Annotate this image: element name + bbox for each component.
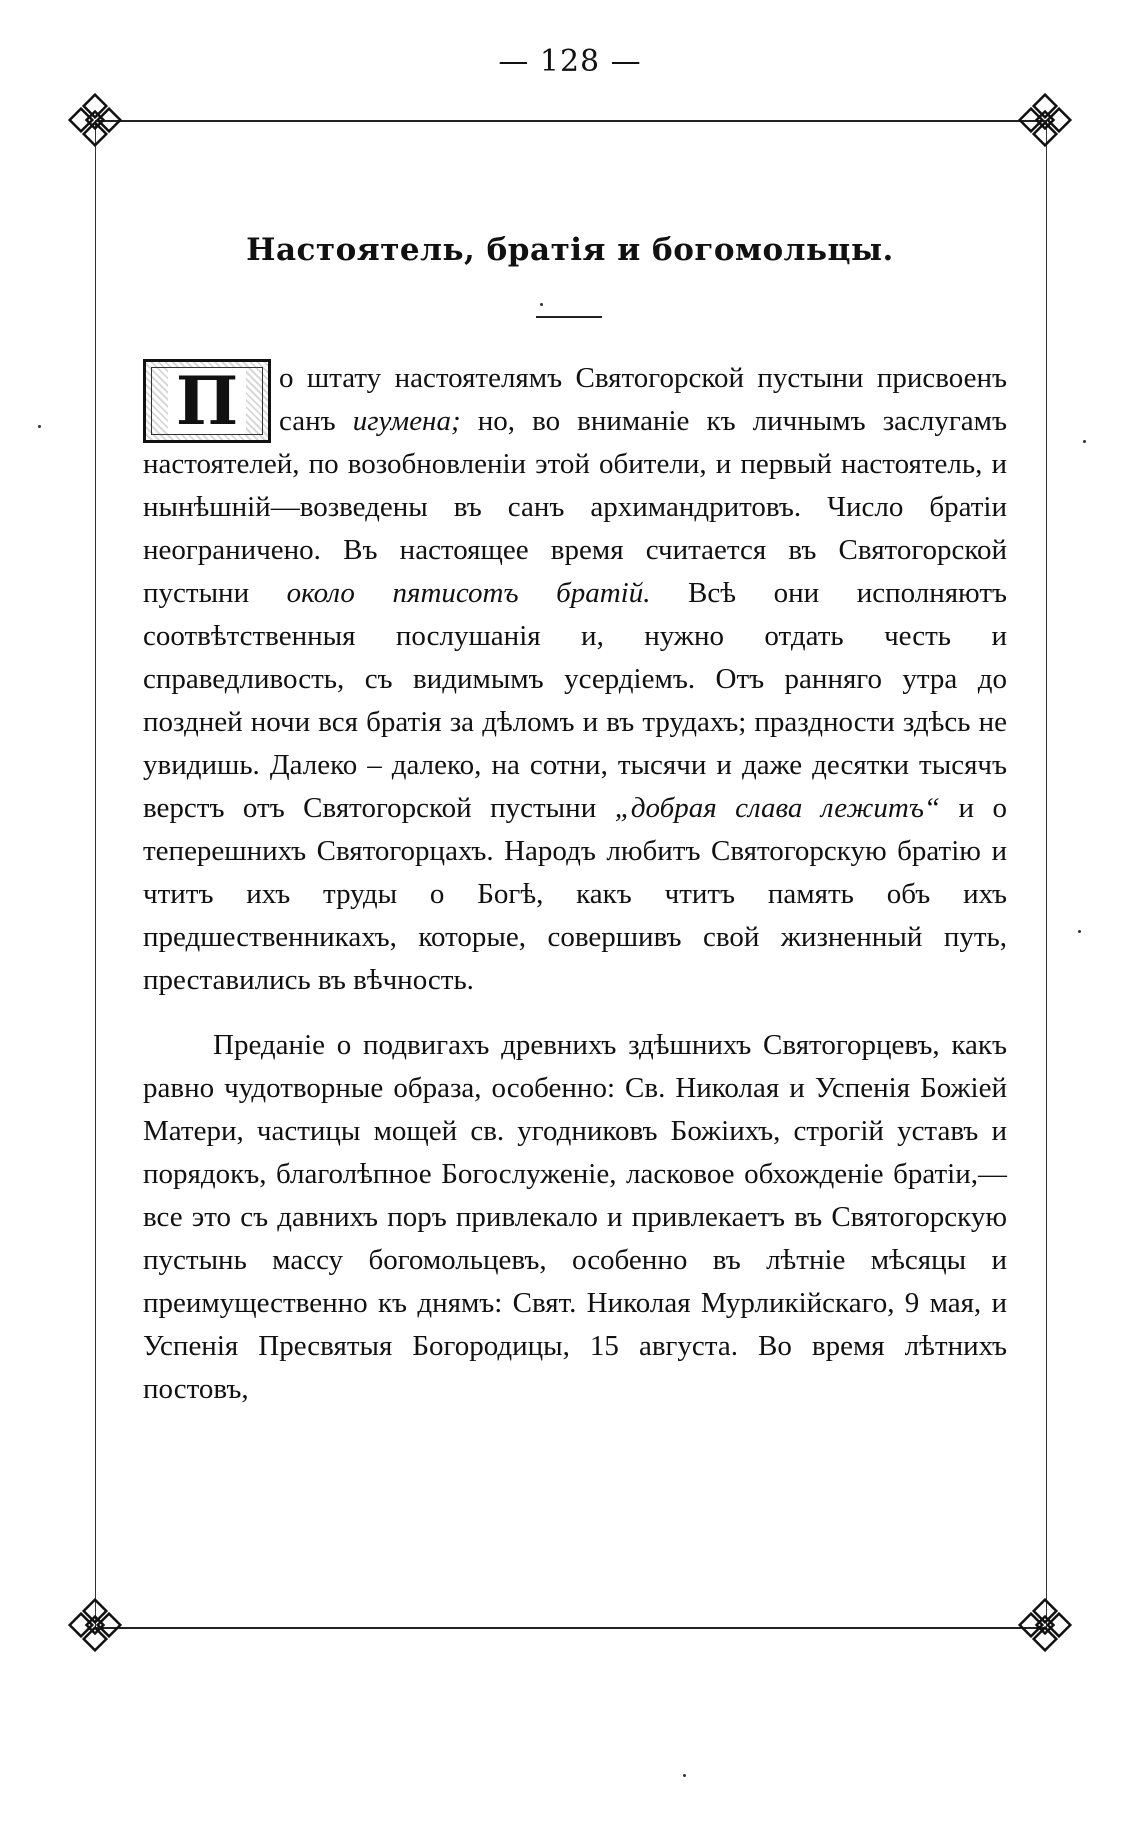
paragraph-2: Преданіе о подвигахъ древнихъ здѣшнихъ Святогорцевъ, какъ равно чудотворные образа, особенно: Св. Николая и Успенія Божіей Матери, частицы мощей св. угодниковъ Божіихъ, строгій уставъ и порядокъ, благолѣпное Богослуженіе, ласковое обхожденіе братіи,—все это съ давнихъ поръ привлекало и привлекаетъ въ Святогорскую пустынь массу богомольцевъ, особенно въ лѣтніе мѣсяцы и преимущественно къ днямъ: Свят. Николая Мурликійскаго, 9 мая, и Успенія Пресвятыя Богородицы, 15 августа. Во время лѣтнихъ постовъ, — [143, 1029, 1007, 1405]
print-speck — [1083, 440, 1086, 443]
knot-corner-ornament-icon — [65, 90, 125, 150]
drop-cap-ornament — [143, 359, 271, 443]
page-number: — 128 — — [498, 44, 642, 79]
paragraph-1-text-a: о штату настоятелямъ Святогорской пустыни присвоенъ санъ — [279, 362, 1007, 437]
paragraph-1-text-b: но, во вниманіе къ личнымъ заслугамъ настоятелей, по возобновленіи этой обители, и первый настоятель, и нынѣшній—возведены въ санъ архимандритовъ. Число братіи неограничено. Въ настоящее время считается въ Святогорской пустыни — [143, 405, 1007, 609]
body-text — [143, 357, 1007, 1411]
paragraph-1-text-d: и о теперешнихъ Святогорцахъ. Народъ любитъ Святогорскую братію и чтитъ ихъ труды о Богѣ, какъ чтитъ память объ ихъ предшественникахъ, которые, совершивъ свой жизненный путь, преставились въ вѣчность. — [143, 792, 1007, 996]
print-speck — [540, 303, 543, 306]
paragraph-1-italic-b: около пятисотъ братій. — [286, 577, 651, 609]
print-speck — [683, 1774, 686, 1777]
drop-cap-letter: П — [168, 368, 246, 434]
paragraph-1-italic-a: игумена; — [352, 405, 461, 437]
heading-divider — [536, 316, 602, 318]
knot-corner-ornament-icon — [65, 1595, 125, 1655]
knot-corner-ornament-icon — [1015, 90, 1075, 150]
paragraph-1 — [143, 357, 1007, 1002]
paragraph-1-text-c: Всѣ они исполняютъ соотвѣтственныя послушанія и, нужно отдать честь и справедливость, съ видимымъ усердіемъ. Отъ ранняго утра до поздней ночи вся братія за дѣломъ и въ трудахъ; праздности здѣсь не увидишь. Далеко – далеко, на сотни, тысячи и даже десятки тысячъ верстъ отъ Святогорской пустыни — [143, 577, 1008, 824]
paragraph-1-italic-c: „добрая слава лежитъ“ — [614, 792, 941, 824]
knot-corner-ornament-icon — [1015, 1595, 1075, 1655]
print-speck — [1078, 930, 1081, 933]
chapter-heading: Настоятель, братія и богомольцы. — [246, 232, 894, 268]
print-speck — [38, 425, 41, 428]
